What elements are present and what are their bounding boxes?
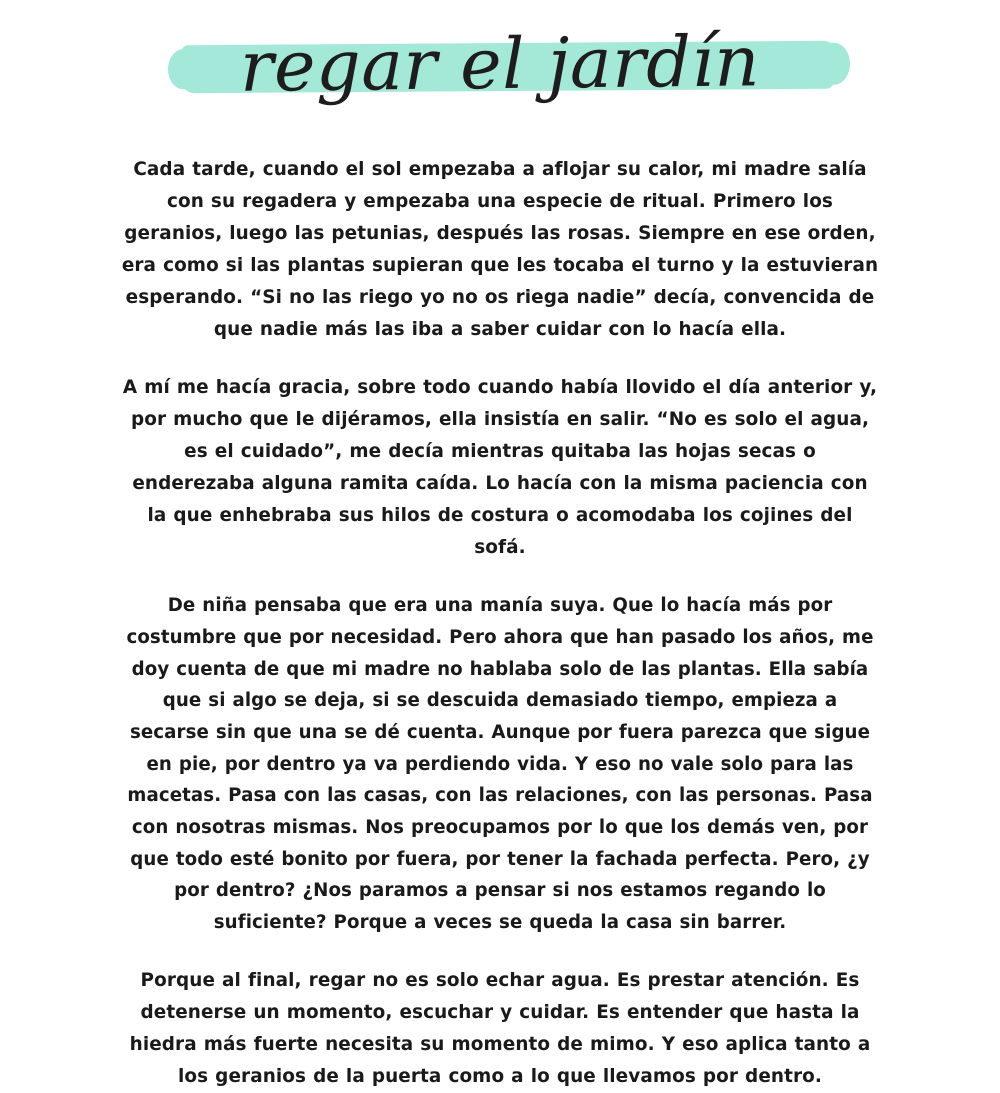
paragraph: Cada tarde, cuando el sol empezaba a aflojar su calor, mi madre salía con su regadera y empezaba una especie de ritual. Primero los geranios, luego las petunias, después las rosas. Siempre en ese orden, era como si las plantas supieran que les tocaba el turno y la estuvieran esperando. “Si no las riego yo no os riega nadie” decía, convencida de que nadie más las iba a saber cuidar con lo hacía ella. (121, 159, 879, 341)
paragraph: De niña pensaba que era una manía suya. Que lo hacía más por costumbre que por necesidad. Pero ahora que han pasado los años, me doy cuenta de que mi madre no hablaba solo de las plantas. Ella sabía que si algo se deja, si se descuida demasiado tiempo, empieza a secarse sin que una se dé cuenta. Aunque por fuera parezca que sigue en pie, por dentro ya va perdiendo vida. Y eso no vale solo para las macetas. Pasa con las casas, con las relaciones, con las personas. Pasa con nosotras mismas. Nos preocupamos por lo que los demás ven, por que todo esté bonito por fuera, por tener la fachada perfecta. Pero, ¿y por dentro? ¿Nos paramos a pensar si nos estamos regando lo suficiente? Porque a veces se queda la casa sin barrer. (126, 595, 874, 933)
title-block (0, 0, 1000, 140)
paragraph: Porque al final, regar no es solo echar agua. Es prestar atención. Es detenerse un momento, escuchar y cuidar. Es entender que hasta la hiedra más fuerte necesita su momento de mimo. Y eso aplica tanto a los geranios de la puerta como a lo que llevamos por dentro. (129, 969, 871, 1087)
body-copy (120, 154, 880, 1093)
page-title: regar el jardín (239, 20, 761, 108)
paragraph: A mí me hacía gracia, sobre todo cuando había llovido el día anterior y, por mucho que le dijéramos, ella insistía en salir. “No es solo el agua, es el cuidado”, me decía mientras quitaba las hojas secas o enderezaba alguna ramita caída. Lo hacía con la misma paciencia con la que enhebraba sus hilos de costura o acomodaba los cojines del sofá. (122, 377, 878, 559)
